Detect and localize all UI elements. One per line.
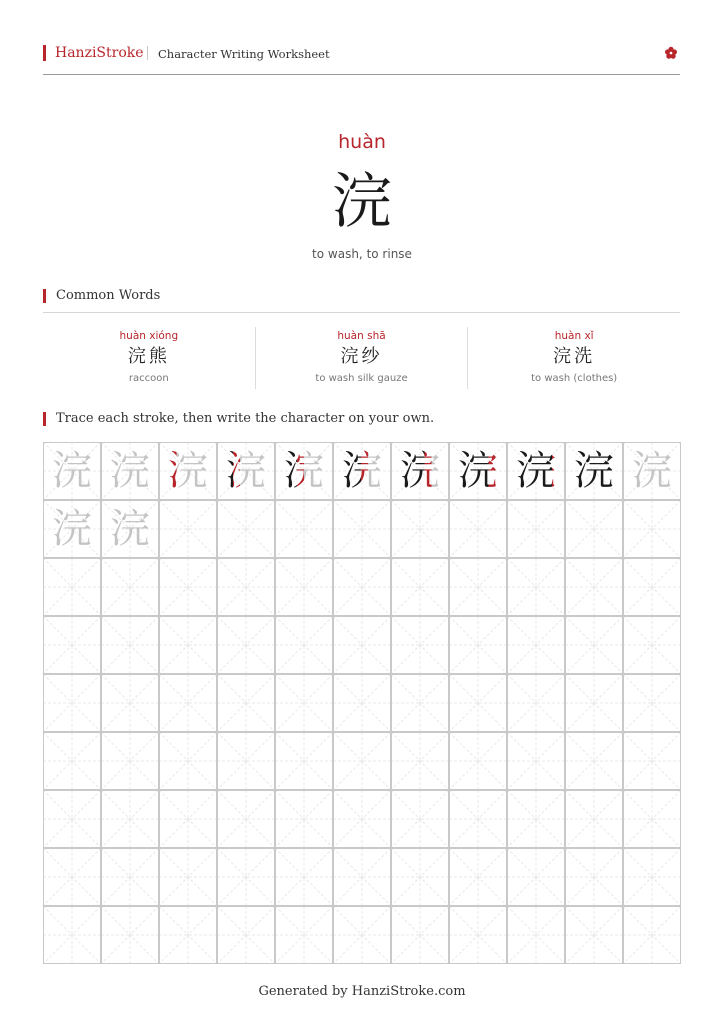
practice-cell[interactable]	[449, 790, 507, 848]
cell-guide-lines	[159, 500, 217, 558]
word-item	[468, 327, 680, 389]
practice-cell[interactable]	[333, 558, 391, 616]
word-item	[43, 327, 256, 389]
cell-guide-lines	[159, 790, 217, 848]
practice-cell[interactable]	[391, 442, 449, 500]
practice-cell[interactable]	[43, 790, 101, 848]
cell-guide-lines	[101, 848, 159, 906]
cell-guide-lines	[565, 500, 623, 558]
cell-guide-lines	[333, 500, 391, 558]
practice-cell[interactable]	[449, 500, 507, 558]
practice-cell[interactable]	[391, 906, 449, 964]
cell-guide-lines	[43, 790, 101, 848]
cell-guide-lines	[159, 848, 217, 906]
practice-cell[interactable]	[159, 906, 217, 964]
cell-guide-lines	[43, 674, 101, 732]
cell-guide-lines	[565, 790, 623, 848]
practice-cell[interactable]	[391, 790, 449, 848]
cell-guide-lines	[275, 848, 333, 906]
practice-cell[interactable]	[565, 906, 623, 964]
cell-guide-lines	[159, 558, 217, 616]
stroke-order-character: 浣	[333, 442, 391, 500]
practice-cell[interactable]	[333, 616, 391, 674]
cell-guide-lines	[449, 906, 507, 964]
common-words-title: Common Words	[56, 288, 161, 303]
practice-cell[interactable]	[565, 500, 623, 558]
cell-guide-lines	[623, 790, 681, 848]
cell-guide-lines	[449, 848, 507, 906]
cell-guide-lines	[333, 558, 391, 616]
practice-cell[interactable]	[43, 442, 101, 500]
main-pinyin: huàn	[338, 131, 386, 153]
practice-cell[interactable]	[217, 616, 275, 674]
practice-cell[interactable]	[333, 500, 391, 558]
cell-guide-lines	[391, 674, 449, 732]
cell-guide-lines	[275, 616, 333, 674]
cell-guide-lines	[623, 906, 681, 964]
practice-cell[interactable]	[101, 848, 159, 906]
practice-cell[interactable]	[159, 848, 217, 906]
section-accent-bar	[43, 289, 46, 303]
cell-guide-lines	[217, 906, 275, 964]
cell-guide-lines	[565, 674, 623, 732]
word-hanzi: 浣熊	[127, 346, 170, 367]
practice-cell[interactable]	[507, 442, 565, 500]
cell-guide-lines	[101, 732, 159, 790]
cell-guide-lines	[391, 790, 449, 848]
practice-cell[interactable]	[507, 616, 565, 674]
cell-guide-lines	[623, 848, 681, 906]
cell-guide-lines	[217, 616, 275, 674]
cell-guide-lines	[333, 906, 391, 964]
cell-guide-lines	[507, 732, 565, 790]
practice-cell[interactable]	[159, 732, 217, 790]
section-accent-bar	[43, 412, 46, 426]
word-pinyin: huàn xǐ	[554, 330, 594, 342]
word-hanzi: 浣纱	[340, 346, 383, 367]
practice-cell[interactable]	[391, 674, 449, 732]
practice-cell[interactable]	[565, 442, 623, 500]
practice-cell[interactable]	[217, 674, 275, 732]
practice-cell[interactable]	[275, 790, 333, 848]
cell-guide-lines	[275, 500, 333, 558]
practice-cell[interactable]	[449, 558, 507, 616]
word-meaning: to wash (clothes)	[531, 373, 618, 384]
word-item	[256, 327, 469, 389]
practice-cell[interactable]	[159, 442, 217, 500]
practice-cell[interactable]	[275, 616, 333, 674]
cell-guide-lines	[43, 616, 101, 674]
cell-guide-lines	[391, 616, 449, 674]
practice-cell[interactable]	[623, 732, 681, 790]
practice-cell[interactable]	[43, 848, 101, 906]
practice-cell[interactable]	[449, 732, 507, 790]
practice-cell[interactable]	[159, 674, 217, 732]
cell-guide-lines	[43, 848, 101, 906]
brand-name[interactable]: HanziStroke	[55, 45, 144, 61]
common-words-header	[43, 288, 680, 313]
cell-guide-lines	[333, 674, 391, 732]
practice-cell[interactable]	[623, 500, 681, 558]
word-pinyin: huàn xióng	[119, 330, 179, 342]
practice-cell[interactable]	[623, 790, 681, 848]
cell-guide-lines	[217, 732, 275, 790]
practice-cell[interactable]	[449, 616, 507, 674]
practice-cell[interactable]	[391, 500, 449, 558]
practice-cell[interactable]	[275, 906, 333, 964]
cell-guide-lines	[159, 674, 217, 732]
stroke-order-character: 浣	[43, 442, 101, 500]
cell-guide-lines	[159, 906, 217, 964]
practice-cell[interactable]	[623, 906, 681, 964]
practice-cell[interactable]	[507, 558, 565, 616]
practice-cell[interactable]	[507, 790, 565, 848]
cell-guide-lines	[507, 616, 565, 674]
practice-grid	[43, 442, 681, 964]
cell-guide-lines	[449, 558, 507, 616]
practice-cell[interactable]	[101, 616, 159, 674]
cell-guide-lines	[101, 906, 159, 964]
trace-character: 浣	[632, 448, 672, 494]
cell-guide-lines	[623, 732, 681, 790]
practice-cell[interactable]	[101, 500, 159, 558]
stroke-order-character: 浣	[391, 442, 449, 500]
practice-cell[interactable]	[449, 674, 507, 732]
practice-cell[interactable]	[623, 558, 681, 616]
cell-guide-lines	[449, 732, 507, 790]
cell-guide-lines	[507, 674, 565, 732]
practice-cell[interactable]	[333, 674, 391, 732]
practice-cell[interactable]	[565, 558, 623, 616]
cell-guide-lines	[275, 732, 333, 790]
header-separator	[147, 46, 148, 60]
cell-guide-lines	[217, 558, 275, 616]
trace-character: 浣	[52, 506, 92, 552]
practice-cell[interactable]	[101, 442, 159, 500]
practice-cell[interactable]	[507, 906, 565, 964]
cell-guide-lines	[275, 790, 333, 848]
cell-guide-lines	[43, 732, 101, 790]
cell-guide-lines	[623, 558, 681, 616]
word-pinyin: huàn shā	[337, 330, 386, 342]
practice-cell[interactable]	[333, 442, 391, 500]
stroke-order-character: 浣	[101, 442, 159, 500]
practice-cell[interactable]	[43, 558, 101, 616]
cell-guide-lines	[507, 790, 565, 848]
practice-cell[interactable]	[159, 616, 217, 674]
practice-cell[interactable]	[217, 500, 275, 558]
practice-cell[interactable]	[449, 848, 507, 906]
practice-header	[43, 411, 680, 429]
cell-guide-lines	[449, 674, 507, 732]
practice-cell[interactable]	[507, 732, 565, 790]
brand-accent-bar	[43, 45, 46, 61]
practice-cell[interactable]	[101, 674, 159, 732]
cell-guide-lines	[623, 674, 681, 732]
cell-guide-lines	[391, 848, 449, 906]
cell-guide-lines	[217, 500, 275, 558]
cell-guide-lines	[507, 906, 565, 964]
cell-guide-lines	[623, 500, 681, 558]
practice-cell[interactable]	[565, 732, 623, 790]
cell-guide-lines	[623, 616, 681, 674]
practice-cell[interactable]	[275, 674, 333, 732]
practice-cell[interactable]	[275, 500, 333, 558]
practice-cell[interactable]	[217, 848, 275, 906]
cell-guide-lines	[275, 674, 333, 732]
stroke-order-character: 浣	[159, 442, 217, 500]
cell-guide-lines	[565, 848, 623, 906]
practice-cell[interactable]	[217, 906, 275, 964]
cell-guide-lines	[333, 790, 391, 848]
cell-guide-lines	[217, 674, 275, 732]
practice-cell[interactable]	[565, 848, 623, 906]
practice-cell[interactable]	[333, 906, 391, 964]
cell-guide-lines	[565, 616, 623, 674]
cell-guide-lines	[449, 616, 507, 674]
practice-cell[interactable]	[101, 790, 159, 848]
practice-cell[interactable]	[623, 442, 681, 500]
practice-cell[interactable]	[565, 790, 623, 848]
practice-cell[interactable]	[565, 616, 623, 674]
practice-cell[interactable]	[391, 848, 449, 906]
practice-cell[interactable]	[217, 558, 275, 616]
practice-cell[interactable]	[333, 790, 391, 848]
practice-cell[interactable]	[507, 674, 565, 732]
practice-cell[interactable]	[565, 674, 623, 732]
practice-cell[interactable]	[101, 732, 159, 790]
cell-guide-lines	[507, 500, 565, 558]
plum-blossom-icon	[664, 46, 678, 60]
practice-cell[interactable]	[449, 906, 507, 964]
cell-guide-lines	[333, 732, 391, 790]
practice-cell[interactable]	[391, 616, 449, 674]
stroke-order-character: 浣	[217, 442, 275, 500]
cell-guide-lines	[275, 558, 333, 616]
practice-cell[interactable]	[275, 558, 333, 616]
cell-guide-lines	[449, 790, 507, 848]
practice-cell[interactable]	[101, 558, 159, 616]
practice-cell[interactable]	[623, 674, 681, 732]
practice-cell[interactable]	[43, 500, 101, 558]
practice-cell[interactable]	[159, 790, 217, 848]
cell-guide-lines	[43, 558, 101, 616]
worksheet-header	[43, 44, 680, 75]
practice-cell[interactable]	[275, 732, 333, 790]
cell-guide-lines	[43, 906, 101, 964]
practice-cell[interactable]	[217, 732, 275, 790]
stroke-order-character: 浣	[507, 442, 565, 500]
cell-guide-lines	[449, 500, 507, 558]
practice-cell[interactable]	[43, 616, 101, 674]
footer-credit: Generated by HanziStroke.com	[258, 984, 466, 999]
main-character: 浣	[332, 167, 392, 237]
cell-guide-lines	[565, 558, 623, 616]
practice-cell[interactable]	[159, 500, 217, 558]
common-words-list	[43, 327, 680, 389]
cell-guide-lines	[101, 558, 159, 616]
word-meaning: raccoon	[128, 373, 169, 384]
main-meaning: to wash, to rinse	[312, 247, 412, 261]
cell-guide-lines	[217, 848, 275, 906]
cell-guide-lines	[101, 674, 159, 732]
cell-guide-lines	[333, 848, 391, 906]
practice-cell[interactable]	[275, 442, 333, 500]
cell-guide-lines	[565, 732, 623, 790]
cell-guide-lines	[507, 558, 565, 616]
practice-cell[interactable]	[43, 674, 101, 732]
cell-guide-lines	[391, 906, 449, 964]
cell-guide-lines	[565, 906, 623, 964]
cell-guide-lines	[391, 558, 449, 616]
practice-cell[interactable]	[333, 732, 391, 790]
practice-cell[interactable]	[43, 732, 101, 790]
cell-guide-lines	[333, 616, 391, 674]
cell-guide-lines	[101, 790, 159, 848]
cell-guide-lines	[159, 732, 217, 790]
practice-cell[interactable]	[43, 906, 101, 964]
practice-cell[interactable]	[217, 790, 275, 848]
practice-cell[interactable]	[507, 848, 565, 906]
cell-guide-lines	[391, 500, 449, 558]
practice-cell[interactable]	[101, 906, 159, 964]
stroke-order-character: 浣	[565, 442, 623, 500]
practice-cell[interactable]	[449, 442, 507, 500]
word-meaning: to wash silk gauze	[315, 373, 408, 384]
practice-cell[interactable]	[507, 500, 565, 558]
practice-instruction: Trace each stroke, then write the character on your own.	[56, 411, 435, 426]
practice-cell[interactable]	[391, 732, 449, 790]
practice-cell[interactable]	[623, 848, 681, 906]
cell-guide-lines	[391, 732, 449, 790]
cell-guide-lines	[275, 906, 333, 964]
practice-cell[interactable]	[159, 558, 217, 616]
worksheet-subtitle: Character Writing Worksheet	[158, 47, 330, 61]
practice-cell[interactable]	[333, 848, 391, 906]
practice-cell[interactable]	[275, 848, 333, 906]
cell-guide-lines	[507, 848, 565, 906]
stroke-order-character: 浣	[275, 442, 333, 500]
practice-cell[interactable]	[391, 558, 449, 616]
practice-cell[interactable]	[623, 616, 681, 674]
cell-guide-lines	[159, 616, 217, 674]
cell-guide-lines	[101, 616, 159, 674]
practice-cell[interactable]	[217, 442, 275, 500]
stroke-order-character: 浣	[449, 442, 507, 500]
trace-character: 浣	[110, 506, 150, 552]
word-hanzi: 浣洗	[553, 346, 596, 367]
cell-guide-lines	[217, 790, 275, 848]
